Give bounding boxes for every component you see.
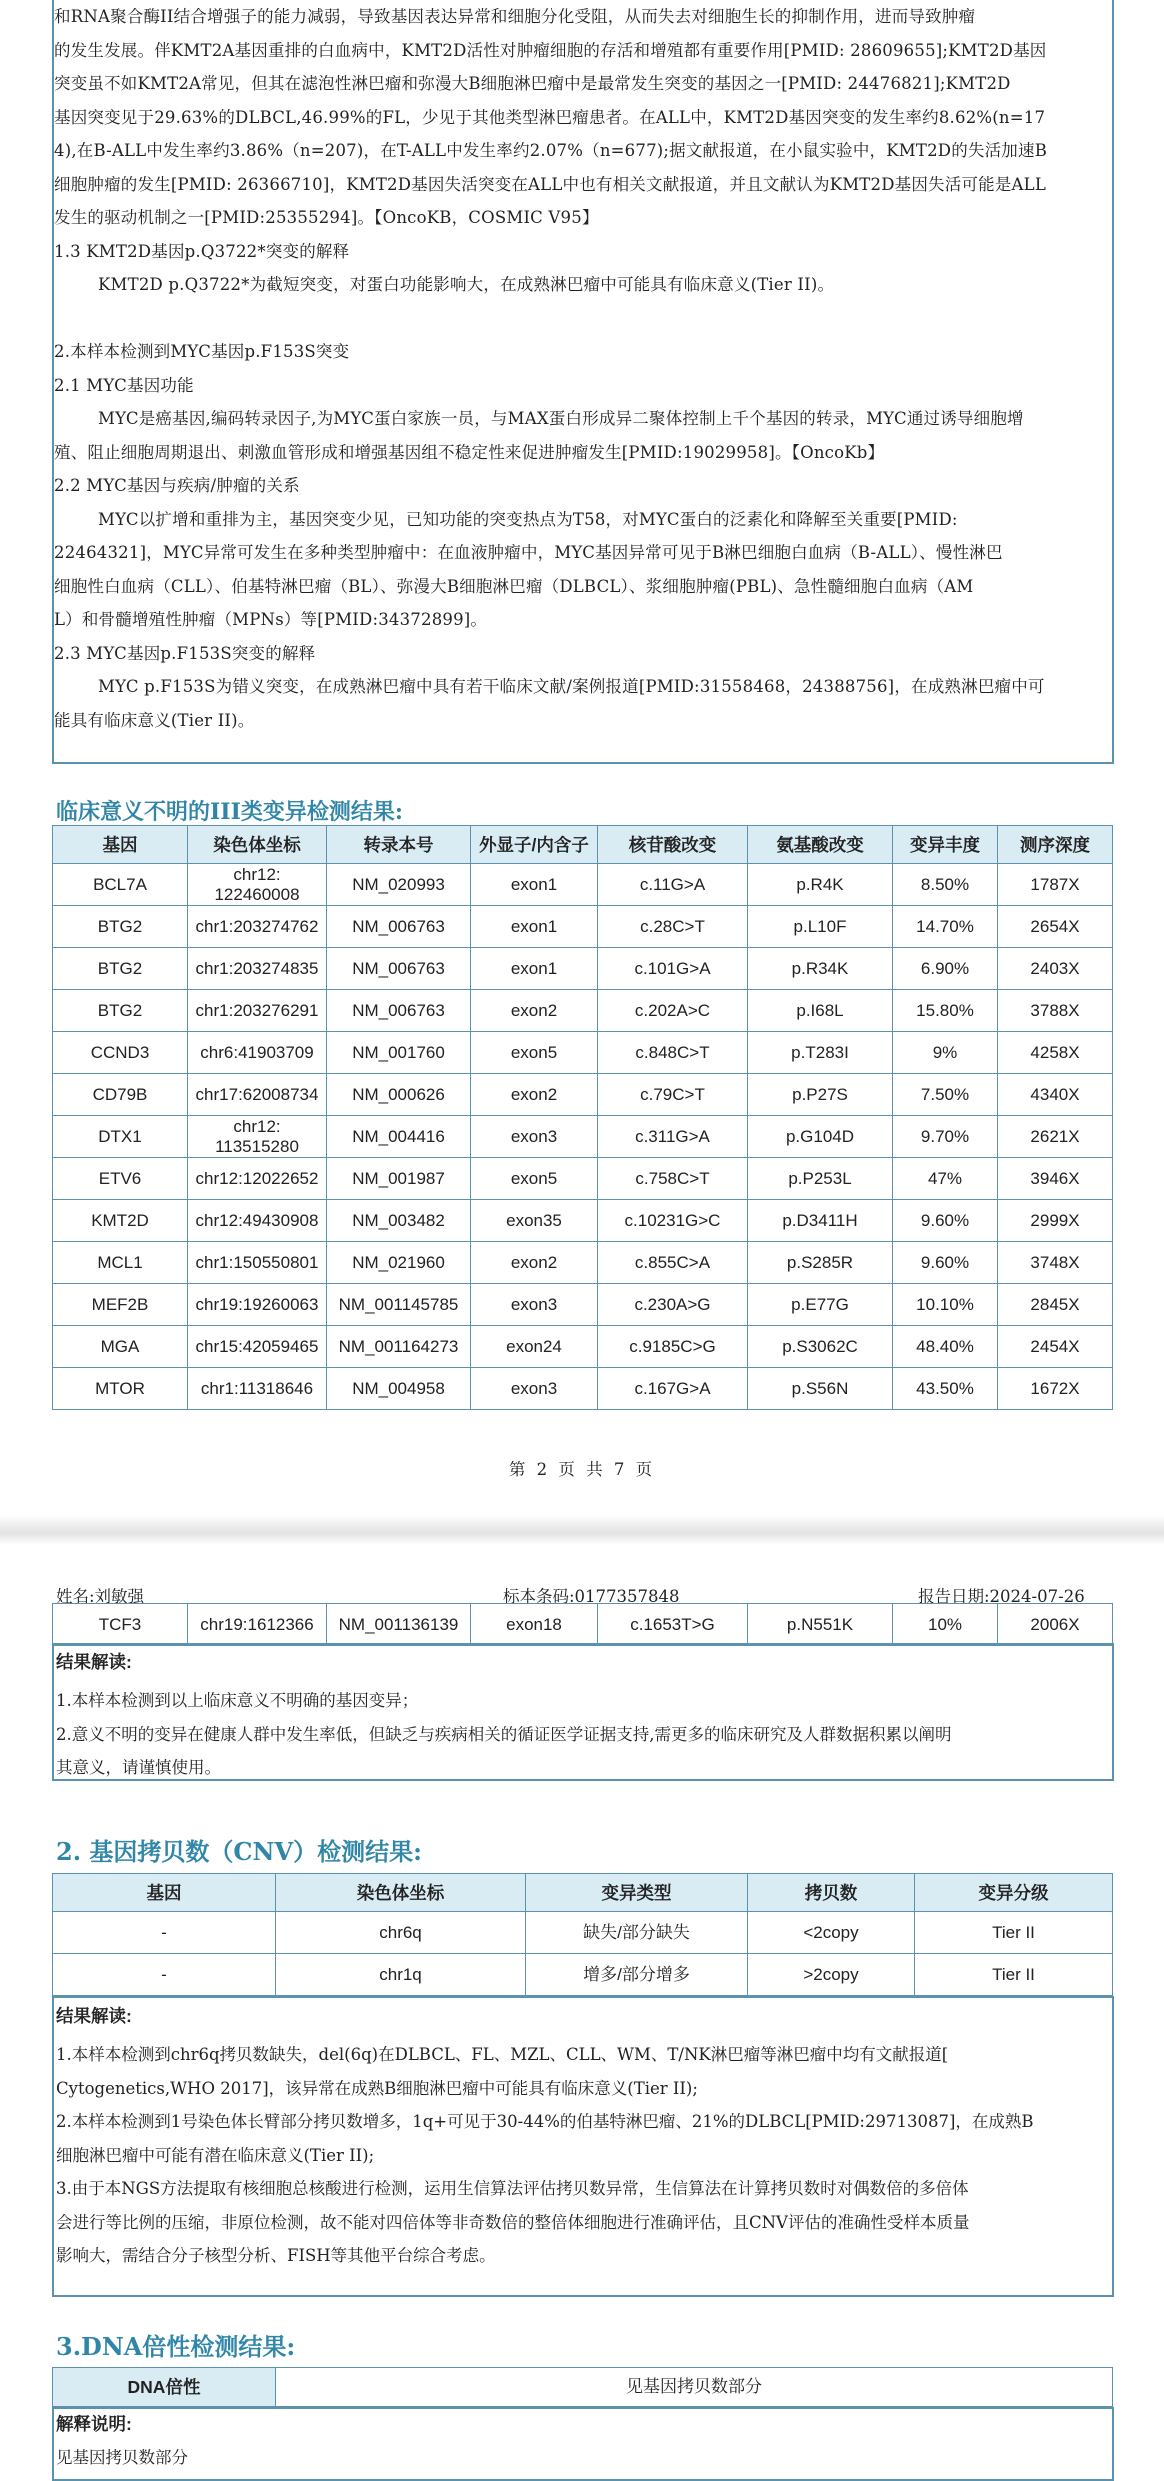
interpretation-label: 结果解读: xyxy=(56,1652,132,1672)
vus-table-continued xyxy=(52,1603,1113,1646)
table-row xyxy=(53,1242,1113,1284)
vus-interpretation-text xyxy=(56,1684,952,1785)
cell-coord: chr19:19260063 xyxy=(188,1284,327,1326)
cell-exon: exon3 xyxy=(471,1116,598,1158)
cell-amino-acid: p.S56N xyxy=(748,1368,893,1410)
cell-frequency: 9.70% xyxy=(893,1116,998,1158)
col-header: 拷贝数 xyxy=(748,1874,915,1912)
col-header: 染色体坐标 xyxy=(276,1874,526,1912)
cell-coord: chr12: 113515280 xyxy=(188,1116,327,1158)
cell-nucleotide: c.758C>T xyxy=(598,1158,748,1200)
text-line: 能具有临床意义(Tier II)。 xyxy=(54,710,255,730)
dna-ploidy-table xyxy=(52,2367,1113,2407)
cell-transcript: NM_003482 xyxy=(327,1200,471,1242)
cell-gene: BCL7A xyxy=(53,864,188,906)
cell-amino-acid: p.S285R xyxy=(748,1242,893,1284)
col-header: 染色体坐标 xyxy=(188,826,327,864)
cell-exon: exon3 xyxy=(471,1368,598,1410)
cell-nucleotide: c.11G>A xyxy=(598,864,748,906)
cell-frequency: 10.10% xyxy=(893,1284,998,1326)
cell-amino-acid: p.T283I xyxy=(748,1032,893,1074)
text-line: 其意义，请谨慎使用。 xyxy=(56,1758,221,1777)
cell-coord: chr12: 122460008 xyxy=(188,864,327,906)
text-line: 突变虽不如KMT2A常见，但其在滤泡性淋巴瘤和弥漫大B细胞淋巴瘤中是最常发生突变的基因之一[PMID: 24476821];KMT2D xyxy=(54,74,1011,93)
cell-tier: Tier II xyxy=(915,1954,1113,1996)
cell-type: 增多/部分增多 xyxy=(526,1954,748,1996)
cell-exon: exon1 xyxy=(471,906,598,948)
cell-depth: 2403X xyxy=(998,948,1113,990)
cell-gene: MGA xyxy=(53,1326,188,1368)
cell-exon: exon2 xyxy=(471,1074,598,1116)
table-row xyxy=(53,990,1113,1032)
text-line: 细胞淋巴瘤中可能有潜在临床意义(Tier II); xyxy=(56,2145,375,2165)
cell-gene: CCND3 xyxy=(53,1032,188,1074)
cell-tier: Tier II xyxy=(915,1912,1113,1954)
cell-frequency: 43.50% xyxy=(893,1368,998,1410)
text-line: 和RNA聚合酶II结合增强子的能力减弱，导致基因表达异常和细胞分化受阻，从而失去对细胞生长的抑制作用，进而导致肿瘤 xyxy=(54,7,976,26)
text-line: MYC是癌基因,编码转录因子,为MYC蛋白家族一员，与MAX蛋白形成异二聚体控制上千个基因的转录，MYC通过诱导细胞增 xyxy=(98,409,1024,428)
text-line: 发生的驱动机制之一[PMID:25355294]。【OncoKB，COSMIC V95】 xyxy=(54,208,599,227)
table-row xyxy=(53,2368,1113,2407)
text-line: 2.本样本检测到1号染色体长臂部分拷贝数增多，1q+可见于30-44%的伯基特淋巴瘤、21%的DLBCL[PMID:29713087]，在成熟B xyxy=(56,2112,1034,2131)
table-row xyxy=(53,1116,1113,1158)
cell-transcript: NM_001987 xyxy=(327,1158,471,1200)
cell-exon: exon2 xyxy=(471,1242,598,1284)
cell-coord: chr12:12022652 xyxy=(188,1158,327,1200)
dna-interpretation-box xyxy=(52,2407,1114,2481)
text-line: MYC以扩增和重排为主，基因突变少见，已知功能的突变热点为T58，对MYC蛋白的泛素化和降解至关重要[PMID: xyxy=(98,509,958,529)
col-header: 变异丰度 xyxy=(893,826,998,864)
cell-frequency: 15.80% xyxy=(893,990,998,1032)
table-row xyxy=(53,1158,1113,1200)
cell-gene: KMT2D xyxy=(53,1200,188,1242)
table-row xyxy=(53,1604,1113,1646)
cnv-title: 2. 基因拷贝数（CNV）检测结果: xyxy=(56,1837,422,1866)
text-line: 2.意义不明的变异在健康人群中发生率低，但缺乏与疾病相关的循证医学证据支持,需更多的临床研究及人群数据积累以阐明 xyxy=(56,1724,952,1744)
text-line: 细胞肿瘤的发生[PMID: 26366710]，KMT2D基因失活突变在ALL中也有相关文献报道，并且文献认为KMT2D基因失活可能是ALL xyxy=(54,174,1046,194)
cell-depth: 2845X xyxy=(998,1284,1113,1326)
vus-table xyxy=(52,825,1113,1410)
table-row xyxy=(53,1326,1113,1368)
cell-coord: chr1q xyxy=(276,1954,526,1996)
text-line: 影响大，需结合分子核型分析、FISH等其他平台综合考虑。 xyxy=(56,2246,496,2265)
dna-ploidy-value: 见基因拷贝数部分 xyxy=(276,2368,1113,2407)
report-page-3 xyxy=(0,1545,1164,2467)
table-row xyxy=(53,1284,1113,1326)
cell-depth: 3788X xyxy=(998,990,1113,1032)
cell-transcript: NM_006763 xyxy=(327,948,471,990)
table-row xyxy=(53,1912,1113,1954)
cell-exon: exon1 xyxy=(471,948,598,990)
text-line: Cytogenetics,WHO 2017]，该异常在成熟B细胞淋巴瘤中可能具有临床意义(Tier II); xyxy=(56,2078,698,2098)
specimen-barcode: 标本条码:0177357848 xyxy=(503,1587,680,1606)
cnv-interpretation-text xyxy=(56,2038,1034,2273)
table-row xyxy=(53,1368,1113,1410)
dna-interpretation-text: 见基因拷贝数部分 xyxy=(56,2448,188,2467)
text-line: MYC p.F153S为错义突变，在成熟淋巴瘤中具有若干临床文献/案例报道[PMID:31558468，24388756]，在成熟淋巴瘤中可 xyxy=(98,677,1045,696)
cell-frequency: 9.60% xyxy=(893,1242,998,1284)
cell-amino-acid: p.L10F xyxy=(748,906,893,948)
kmt2d-intro-paragraph xyxy=(54,0,1047,737)
page-number: 第 2 页 共 7 页 xyxy=(508,1460,656,1479)
cell-amino-acid: p.I68L xyxy=(748,990,893,1032)
table-row xyxy=(53,1200,1113,1242)
table-row xyxy=(53,864,1113,906)
cell-depth: 2654X xyxy=(998,906,1113,948)
cell-nucleotide: c.230A>G xyxy=(598,1284,748,1326)
cell-coord: chr15:42059465 xyxy=(188,1326,327,1368)
table-header-row xyxy=(53,1874,1113,1912)
col-header: 测序深度 xyxy=(998,826,1113,864)
col-header: 核苷酸改变 xyxy=(598,826,748,864)
cell-frequency: 47% xyxy=(893,1158,998,1200)
cell-depth: 1787X xyxy=(998,864,1113,906)
blank-line xyxy=(54,302,1047,336)
cell-nucleotide: c.9185C>G xyxy=(598,1326,748,1368)
cell-amino-acid: p.R34K xyxy=(748,948,893,990)
cell-exon: exon24 xyxy=(471,1326,598,1368)
text-line: 3.由于本NGS方法提取有核细胞总核酸进行检测，运用生信算法评估拷贝数异常，生信算法在计算拷贝数时对偶数倍的多倍体 xyxy=(56,2179,969,2198)
text-line: 细胞性白血病（CLL）、伯基特淋巴瘤（BL）、弥漫大B细胞淋巴瘤（DLBCL）、浆细胞肿瘤(PBL)、急性髓细胞白血病（AM xyxy=(54,576,974,596)
cell-coord: chr6q xyxy=(276,1912,526,1954)
cell-amino-acid: p.S3062C xyxy=(748,1326,893,1368)
cell-transcript: NM_006763 xyxy=(327,990,471,1032)
cell-depth: 2006X xyxy=(998,1604,1113,1646)
cell-gene: ETV6 xyxy=(53,1158,188,1200)
cell-depth: 3946X xyxy=(998,1158,1113,1200)
cell-amino-acid: p.E77G xyxy=(748,1284,893,1326)
report-date: 报告日期:2024-07-26 xyxy=(918,1587,1085,1606)
cell-depth: 2621X xyxy=(998,1116,1113,1158)
cell-depth: 4258X xyxy=(998,1032,1113,1074)
cell-frequency: 7.50% xyxy=(893,1074,998,1116)
cell-frequency: 48.40% xyxy=(893,1326,998,1368)
cell-transcript: NM_001164273 xyxy=(327,1326,471,1368)
table-row xyxy=(53,906,1113,948)
cell-coord: chr1:203276291 xyxy=(188,990,327,1032)
cell-depth: 4340X xyxy=(998,1074,1113,1116)
cell-copy: <2copy xyxy=(748,1912,915,1954)
cell-exon: exon1 xyxy=(471,864,598,906)
cell-nucleotide: c.10231G>C xyxy=(598,1200,748,1242)
col-header: 外显子/内含子 xyxy=(471,826,598,864)
cell-transcript: NM_000626 xyxy=(327,1074,471,1116)
table-row xyxy=(53,948,1113,990)
cell-exon: exon5 xyxy=(471,1032,598,1074)
cell-nucleotide: c.202A>C xyxy=(598,990,748,1032)
cell-exon: exon2 xyxy=(471,990,598,1032)
cell-amino-acid: p.P27S xyxy=(748,1074,893,1116)
cell-gene: - xyxy=(53,1912,276,1954)
cell-transcript: NM_004416 xyxy=(327,1116,471,1158)
cell-frequency: 6.90% xyxy=(893,948,998,990)
cell-amino-acid: p.D3411H xyxy=(748,1200,893,1242)
cell-gene: TCF3 xyxy=(53,1604,188,1646)
cell-gene: MEF2B xyxy=(53,1284,188,1326)
cell-type: 缺失/部分缺失 xyxy=(526,1912,748,1954)
text-line: 会进行等比例的压缩，非原位检测，故不能对四倍体等非奇数倍的整倍体细胞进行准确评估，且CNV评估的准确性受样本质量 xyxy=(56,2212,970,2232)
cell-exon: exon35 xyxy=(471,1200,598,1242)
vus-table-body xyxy=(53,864,1113,1410)
cell-coord: chr1:203274835 xyxy=(188,948,327,990)
cell-gene: BTG2 xyxy=(53,948,188,990)
col-header: 基因 xyxy=(53,1874,276,1912)
col-header: 转录本号 xyxy=(327,826,471,864)
text-line: 1.本样本检测到chr6q拷贝数缺失，del(6q)在DLBCL、FL、MZL、CLL、WM、T/NK淋巴瘤等淋巴瘤中均有文献报道[ xyxy=(56,2045,949,2064)
cell-depth: 2999X xyxy=(998,1200,1113,1242)
cell-depth: 3748X xyxy=(998,1242,1113,1284)
cell-frequency: 14.70% xyxy=(893,906,998,948)
cell-nucleotide: c.167G>A xyxy=(598,1368,748,1410)
cell-nucleotide: c.855C>A xyxy=(598,1242,748,1284)
section-heading: 2.2 MYC基因与疾病/肿瘤的关系 xyxy=(54,476,300,495)
table-row xyxy=(53,1032,1113,1074)
col-header: 基因 xyxy=(53,826,188,864)
col-header: 氨基酸改变 xyxy=(748,826,893,864)
cell-coord: chr1:150550801 xyxy=(188,1242,327,1284)
cell-depth: 2454X xyxy=(998,1326,1113,1368)
cell-coord: chr17:62008734 xyxy=(188,1074,327,1116)
cell-coord: chr1:11318646 xyxy=(188,1368,327,1410)
cell-coord: chr12:49430908 xyxy=(188,1200,327,1242)
interpretation-label: 解释说明: xyxy=(56,2414,132,2434)
cell-frequency: 9.60% xyxy=(893,1200,998,1242)
cell-transcript: NM_006763 xyxy=(327,906,471,948)
cell-transcript: NM_021960 xyxy=(327,1242,471,1284)
table-row xyxy=(53,1074,1113,1116)
text-line: 4),在B-ALL中发生率约3.86%（n=207)，在T-ALL中发生率约2.07%（n=677);据文献报道，在小鼠实验中，KMT2D的失活加速B xyxy=(54,141,1048,160)
text-line: 22464321]，MYC异常可发生在多种类型肿瘤中：在血液肿瘤中，MYC基因异常可见于B淋巴细胞白血病（B-ALL）、慢性淋巴 xyxy=(54,543,1003,562)
section-heading: 2.1 MYC基因功能 xyxy=(54,375,194,395)
cell-gene: BTG2 xyxy=(53,990,188,1032)
table-row xyxy=(53,1954,1113,1996)
section-heading: 1.3 KMT2D基因p.Q3722*突变的解释 xyxy=(54,241,350,261)
text-line: KMT2D p.Q3722*为截短突变，对蛋白功能影响大，在成熟淋巴瘤中可能具有临床意义(Tier II)。 xyxy=(98,275,835,294)
cell-nucleotide: c.848C>T xyxy=(598,1032,748,1074)
cell-amino-acid: p.P253L xyxy=(748,1158,893,1200)
cell-gene: CD79B xyxy=(53,1074,188,1116)
dna-ploidy-label: DNA倍性 xyxy=(53,2368,276,2407)
cell-frequency: 9% xyxy=(893,1032,998,1074)
cell-transcript: NM_001136139 xyxy=(327,1604,471,1646)
patient-name: 姓名:刘敏强 xyxy=(56,1587,145,1606)
cell-transcript: NM_001145785 xyxy=(327,1284,471,1326)
cell-copy: >2copy xyxy=(748,1954,915,1996)
cell-depth: 1672X xyxy=(998,1368,1113,1410)
cell-amino-acid: p.G104D xyxy=(748,1116,893,1158)
cell-gene: MCL1 xyxy=(53,1242,188,1284)
section-heading: 2.本样本检测到MYC基因p.F153S突变 xyxy=(54,342,350,361)
cell-frequency: 8.50% xyxy=(893,864,998,906)
cell-gene: DTX1 xyxy=(53,1116,188,1158)
text-line: 殖、阻止细胞周期退出、刺激血管形成和增强基因组不稳定性来促进肿瘤发生[PMID:19029958]。【OncoKb】 xyxy=(54,442,885,462)
col-header: 变异分级 xyxy=(915,1874,1113,1912)
section-heading: 2.3 MYC基因p.F153S突变的解释 xyxy=(54,643,316,663)
col-header: 变异类型 xyxy=(526,1874,748,1912)
page-break xyxy=(0,1515,1164,1545)
cell-transcript: NM_020993 xyxy=(327,864,471,906)
cell-transcript: NM_001760 xyxy=(327,1032,471,1074)
interpretation-label: 结果解读: xyxy=(56,2006,132,2026)
cell-coord: chr19:1612366 xyxy=(188,1604,327,1646)
cell-coord: chr1:203274762 xyxy=(188,906,327,948)
text-line: 基因突变见于29.63%的DLBCL,46.99%的FL，少见于其他类型淋巴瘤患者。在ALL中，KMT2D基因突变的发生率约8.62%(n=17 xyxy=(54,107,1046,127)
cell-nucleotide: c.101G>A xyxy=(598,948,748,990)
cell-exon: exon18 xyxy=(471,1604,598,1646)
text-line: 1.本样本检测到以上临床意义不明确的基因变异； xyxy=(56,1691,419,1710)
cell-gene: - xyxy=(53,1954,276,1996)
text-line: 的发生发展。伴KMT2A基因重排的白血病中，KMT2D活性对肿瘤细胞的存活和增殖都有重要作用[PMID: 28609655];KMT2D基因 xyxy=(54,40,1047,60)
table-header-row xyxy=(53,826,1113,864)
dna-ploidy-title: 3.DNA倍性检测结果: xyxy=(56,2332,296,2361)
cell-gene: BTG2 xyxy=(53,906,188,948)
cell-nucleotide: c.311G>A xyxy=(598,1116,748,1158)
cell-gene: MTOR xyxy=(53,1368,188,1410)
cell-nucleotide: c.28C>T xyxy=(598,906,748,948)
cell-amino-acid: p.R4K xyxy=(748,864,893,906)
cell-exon: exon5 xyxy=(471,1158,598,1200)
vus-table-title: 临床意义不明的III类变异检测结果: xyxy=(56,799,403,825)
cnv-table xyxy=(52,1873,1113,1996)
cell-nucleotide: c.79C>T xyxy=(598,1074,748,1116)
cell-frequency: 10% xyxy=(893,1604,998,1646)
cell-exon: exon3 xyxy=(471,1284,598,1326)
cell-nucleotide: c.1653T>G xyxy=(598,1604,748,1646)
text-line: L）和骨髓增殖性肿瘤（MPNs）等[PMID:34372899]。 xyxy=(54,610,488,629)
cell-amino-acid: p.N551K xyxy=(748,1604,893,1646)
cell-transcript: NM_004958 xyxy=(327,1368,471,1410)
cell-coord: chr6:41903709 xyxy=(188,1032,327,1074)
